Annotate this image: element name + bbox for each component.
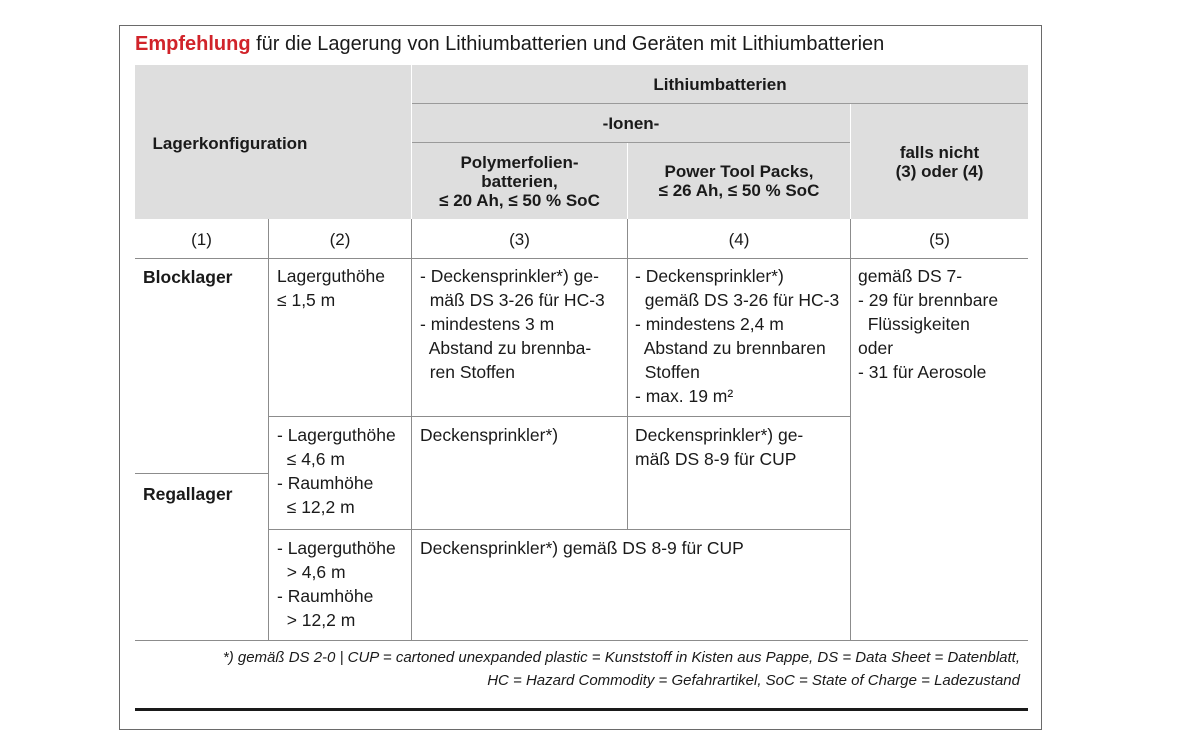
col-number-5: (5)	[929, 230, 950, 249]
cell-r1-c2: Lagerguthöhe ≤ 1,5 m	[277, 266, 386, 310]
cell-r2-c4: Deckensprinkler*) ge- mäß DS 8-9 für CUP	[635, 425, 804, 469]
rule	[411, 219, 412, 640]
cell-r2-c2: - Lagerguthöhe ≤ 4,6 m - Raumhöhe ≤ 12,2 m	[277, 425, 396, 517]
footnote-line-1: *) gemäß DS 2-0 | CUP = cartoned unexpanded plastic = Kunststoff in Kisten aus Pappe, DS = Data Sheet = Datenblatt,	[222, 649, 1020, 666]
header-lithiumbatterien	[412, 65, 1028, 103]
rule	[412, 142, 850, 143]
row-label-blocklager: Blocklager	[143, 267, 233, 287]
table-end-rule	[135, 708, 1028, 711]
cell-r3-c34: Deckensprinkler*) gemäß DS 8-9 für CUP	[420, 538, 744, 558]
header-lithiumbatterien-label: Lithiumbatterien	[653, 74, 787, 94]
col-number-2: (2)	[329, 230, 351, 249]
cell-r1-c4: - Deckensprinkler*) gemäß DS 3-26 für HC-3 - mindestens 2,4 m Abstand zu brennbaren Stoffen - max. 19 m²	[635, 266, 840, 406]
header-polymerfolien	[412, 143, 627, 219]
header-polymer-label: Polymerfolien- batterien, ≤ 20 Ah, ≤ 50 % SoC	[439, 152, 600, 210]
table-title	[135, 33, 884, 56]
col-number-3: (3)	[509, 230, 530, 249]
header-falls-nicht-label: falls nicht (3) oder (4)	[895, 142, 984, 181]
cell-r3-c2: - Lagerguthöhe > 4,6 m - Raumhöhe > 12,2 m	[277, 538, 396, 630]
header-lagerkonfiguration	[135, 65, 411, 219]
title-accent: Empfehlung	[135, 33, 251, 55]
rule	[627, 219, 628, 529]
cell-r2-c3: Deckensprinkler*)	[420, 425, 559, 445]
header-falls-nicht	[851, 104, 1028, 219]
rule	[269, 529, 850, 530]
col-number-4: (4)	[728, 230, 750, 249]
header-ionen-label: -Ionen-	[602, 113, 660, 133]
rule	[412, 103, 1028, 104]
rule	[268, 219, 269, 640]
header-power-tool-label: Power Tool Packs, ≤ 26 Ah, ≤ 50 % SoC	[658, 162, 820, 200]
cell-c5: gemäß DS 7- - 29 für brennbare Flüssigkeiten oder - 31 für Aerosole	[858, 266, 999, 382]
cell-r1-c3: - Deckensprinkler*) ge- mäß DS 3-26 für HC-3 - mindestens 3 m Abstand zu brennba- ren Stoffen	[420, 266, 605, 382]
rule	[135, 640, 1028, 641]
row-label-regallager: Regallager	[143, 484, 233, 504]
rule	[269, 416, 850, 417]
header-divider	[627, 143, 628, 219]
header-lagerkonfiguration-label: Lagerkonfiguration	[152, 133, 308, 153]
rule	[135, 473, 268, 474]
header-divider	[850, 104, 851, 219]
col-number-1: (1)	[191, 230, 212, 249]
title-text: für die Lagerung von Lithiumbatterien und Geräten mit Lithiumbatterien	[250, 33, 885, 55]
header-ionen	[412, 104, 850, 142]
footnote-line-2: HC = Hazard Commodity = Gefahrartikel, SoC = State of Charge = Ladezustand	[487, 672, 1020, 689]
header-power-tool-packs	[628, 143, 850, 219]
rule	[850, 219, 851, 640]
